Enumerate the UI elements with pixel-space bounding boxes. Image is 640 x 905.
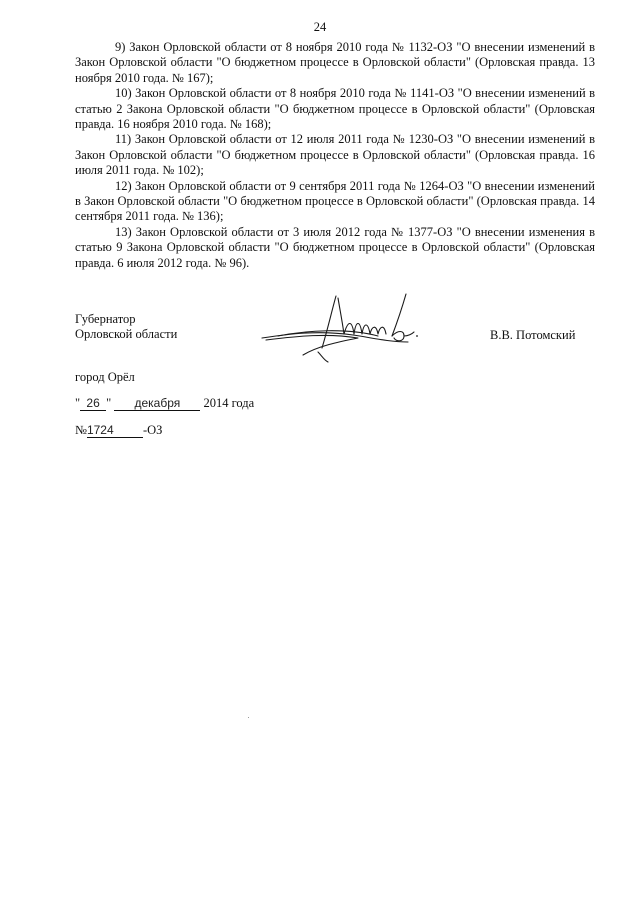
city-line: город Орёл bbox=[75, 370, 135, 384]
date-month: декабря bbox=[114, 397, 200, 411]
date-day: 26 bbox=[80, 397, 106, 411]
law-list bbox=[75, 40, 595, 271]
signatory-title-line2: Орловской области bbox=[75, 327, 178, 342]
number-prefix: № bbox=[75, 423, 87, 437]
date-open-quote: " bbox=[75, 396, 81, 410]
law-item-10: 10) Закон Орловской области от 8 ноября 2010 года № 1141-ОЗ "О внесении изменений в статью 2 Закона Орловской области "О бюджетном процессе в Орловской области" (Орловская правда. 16 ноября 2010 года. № 168); bbox=[75, 86, 595, 132]
document-number-line bbox=[75, 423, 162, 438]
signatory-name: В.В. Потомский bbox=[490, 328, 576, 342]
document-number: 1724 bbox=[87, 424, 143, 438]
date-year: 2014 года bbox=[203, 396, 255, 410]
scan-speck bbox=[248, 717, 249, 718]
date-close-quote: " bbox=[106, 396, 112, 410]
handwritten-signature bbox=[258, 290, 428, 370]
date-line bbox=[75, 396, 254, 411]
number-suffix: -ОЗ bbox=[142, 423, 163, 437]
page-number: 24 bbox=[313, 20, 327, 34]
law-item-13: 13) Закон Орловской области от 3 июля 2012 года № 1377-ОЗ "О внесении изменения в статью 9 Закона Орловской области "О бюджетном процессе в Орловской области" (Орловская правда. 6 июля 2012 года. № 96). bbox=[75, 224, 595, 270]
signatory-title bbox=[75, 312, 177, 343]
law-item-9: 9) Закон Орловской области от 8 ноября 2010 года № 1132-ОЗ "О внесении изменений в Закон Орловской области "О бюджетном процессе в Орловской области" (Орловская правда. 13 ноября 2010 года. № 167); bbox=[75, 40, 595, 85]
law-item-12: 12) Закон Орловской области от 9 сентября 2011 года № 1264-ОЗ "О внесении изменений в Закон Орловской области "О бюджетном процессе в Орловской области" (Орловская правда. 14 сентября 2011 года. № 136); bbox=[75, 178, 595, 224]
signatory-title-line1: Губернатор bbox=[75, 312, 136, 326]
law-item-11: 11) Закон Орловской области от 12 июля 2011 года № 1230-ОЗ "О внесении изменений в Закон Орловской области "О бюджетном процессе в Орловской области" (Орловская правда. 16 июля 2011 года. № 102); bbox=[75, 132, 595, 178]
